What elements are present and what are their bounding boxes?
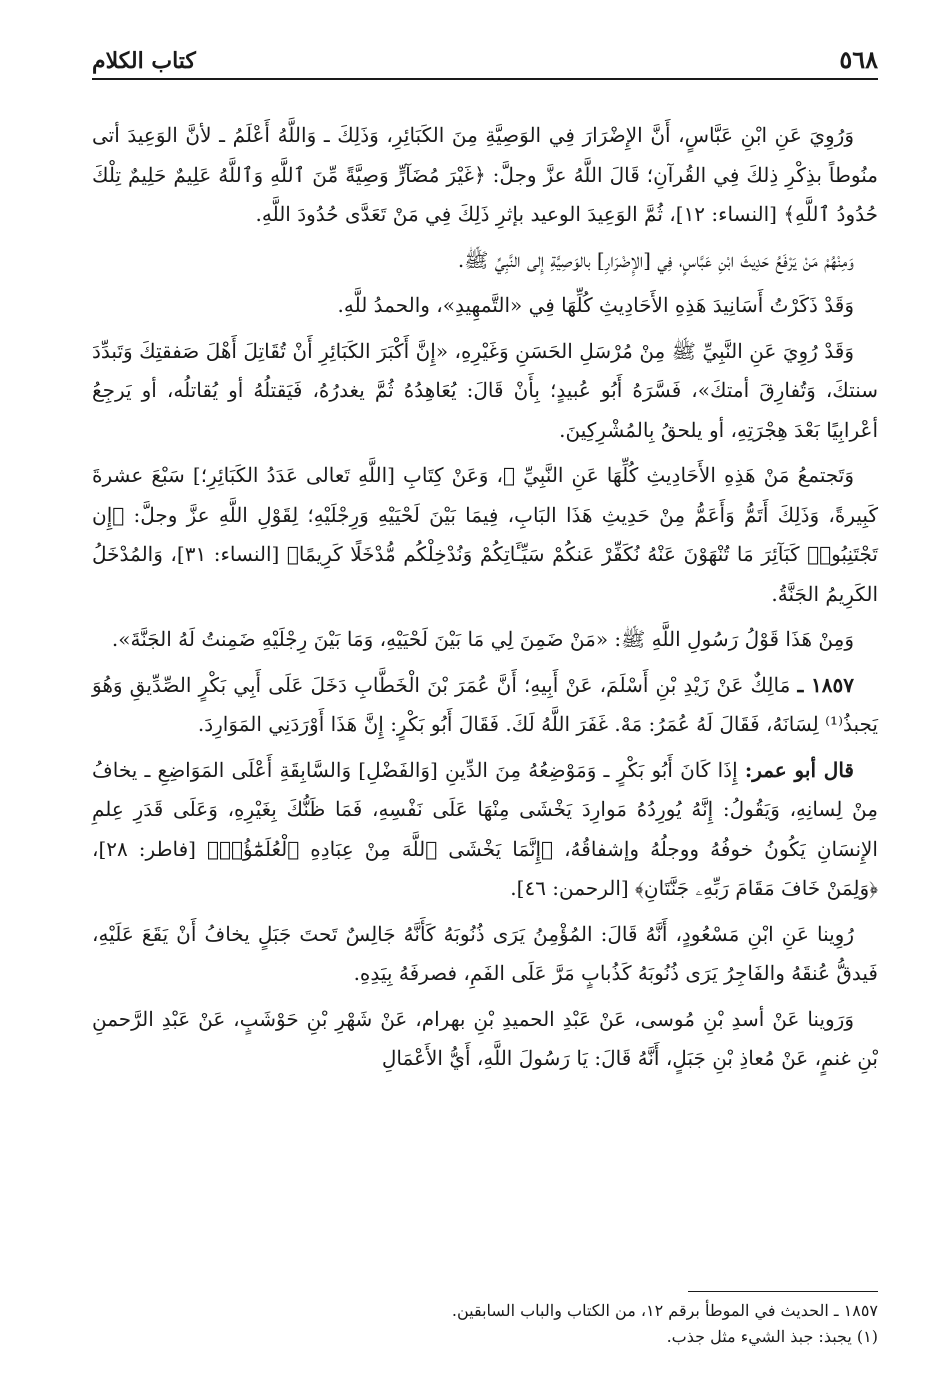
commentary-text: إِذَا كَانَ أَبُو بَكْرٍ ـ وَمَوْضِعُهُ مِنَ الدِّينِ [وَالفَضْلِ] وَالسَّابِقَةِ أَعْلَى المَوَاضِعِ ـ يخافُ مِنْ لِسانِهِ، وَيَقُولُ: إِنَّهُ يُورِدُهُ مَوارِدَ يَخْشَى مِنْهَا عَلَى نَفْسِهِ، فَمَا ظَنُّكَ بِغَيْرِهِ، وَعَلَى قَدَرِ عِلمِ الإِنسَانِ يَكُونُ خوفُهُ ووجلُهُ وإشفاقُهُ، ﴿إِنَّمَا يَخْشَى ٱللَّهَ مِنْ عِبَادِهِ ٱلْعُلَمَٰٓؤُا۟﴾ [فاطر: ٢٨]، ﴿وَلِمَنْ خَافَ مَقَامَ رَبِّهِۦ جَنَّتَانِ﴾ [الرحمن: ٤٦]. [92,757,878,900]
paragraph: وَرُوِيَ عَنِ ابْنِ عَبَّاسٍ، أَنَّ الإِضْرَارَ فِي الوَصِيَّةِ مِنَ الكَبَائِرِ، وَذَلِكَ ـ وَاللَّهُ أَعْلَمُ ـ لأنَّ الوَعِيدَ أتى منُوطاً بذِكْرِ ذِلكَ فِي القُرآنِ؛ قَالَ اللَّهُ عزَّ وجلَّ: ﴿غَيْرَ مُضَآرٍّ وَصِيَّةً مِّنَ ٱللَّهِ وَٱللَّهُ عَلِيمٌ حَلِيمٌ تِلْكَ حُدُودُ ٱللَّهِ﴾ [النساء: ١٢]، ثُمَّ الوَعِيدَ الوعيد بإثرِ ذَلِكَ فِي مَنْ تَعَدَّى حُدُودَ اللَّهِ. [92,123,878,226]
page-body [92,116,878,1079]
paragraph: وَرَوينا عَنْ أسدِ بْنِ مُوسى، عَنْ عَبْدِ الحميدِ بْنِ بهرام، عَنْ شَهْرِ بْنِ حَوْشَبٍ، عَنْ عَبْدِ الرَّحمنِ بْنِ غنمٍ، عَنْ مُعاذِ بْنِ جَبَلٍ، أَنَّهُ قَالَ: يَا رَسُولَ اللَّهِ، أَيُّ الأَعْمَالِ [92,1006,878,1070]
hadith-paragraph [92,666,878,745]
commentary-paragraph [92,751,878,909]
page-header [92,40,878,80]
footnote-divider [688,1291,878,1292]
paragraph: وَمِنْ هَذَا قَوْلُ رَسُولِ اللَّهِ ﷺ: «مَنْ ضَمِنَ لِي مَا بَيْنَ لَحْيَيْهِ، وَمَا بَيْنَ رِجْلَيْهِ ضَمِنتُ لَهُ الجَنَّةَ». [111,627,854,651]
paragraph: وَقَدْ ذَكَرْتُ أَسَانِيدَ هَذِهِ الأَحَادِيثِ كُلِّهَا فِي «التَّمهِيدِ»، والحمدُ للَّهِ. [337,293,854,317]
paragraph: وَمِنْهُمْ مَنْ يَرْفَعُ حَدِيثَ ابْنِ عَبَّاسٍ، فِي [الإِضْرَارِ] بالوَصِيَّةِ إِلى النَّبِيِّ ﷺ. [457,247,854,272]
hadith-text: مَالِكٌ عَنْ زَيْدِ بْنِ أَسْلَمَ، عَنْ أَبِيهِ؛ أَنَّ عُمَرَ بْنَ الْخَطَّابِ دَخَلَ عَلَى أَبِي بَكْرٍ الصِّدِّيقِ وَهُوَ يَجبذُ⁽¹⁾ لِسَانَهُ، فَقَالَ لَهُ عُمَرُ: مَهْ. غَفَرَ اللَّهُ لَكَ. فَقَالَ أَبُو بَكْرٍ: إِنَّ هَذَا أَوْرَدَنِي المَوَارِدَ. [92,672,878,736]
paragraph: رُوِينا عَنِ ابْنِ مَسْعُودٍ، أَنَّهُ قَالَ: المُؤْمِنُ يَرَى ذُنُوبَهُ كَأَنَّهُ جَالِسٌ تَحتَ جَبَلٍ يخافُ أَنْ يَقَعَ عَلَيْهِ، فَيدقُّ عُنقَهُ والفَاجِرُ يَرَى ذُنُوبَهُ كَذُبابٍ مَرَّ عَلَى الفَمِ، فصرفَهُ بِيَدِهِ. [92,921,878,985]
footnote: ١٨٥٧ ـ الحديث في الموطأ برقم ١٢، من الكتاب والباب السابقين. [451,1301,878,1320]
footnote: (١) يجبذ: جبذ الشيء مثل جذب. [666,1327,878,1346]
commentary-label: قال أبو عمر: [744,757,854,782]
paragraph: وَتَجتمعُ مَنْ هَذِهِ الأَحَادِيثِ كُلِّهَا عَنِ النَّبِيِّ ﷺ، وَعَنْ كِتَابِ [اللَّهِ تَعالى عَدَدُ الكَبَائِرِ؛] سَبْعَ عشرةَ كَبِيرةً، وَذَلِكَ أَتَمُّ وَأَعَمُّ مِنْ حَدِيثِ هَذَا البَابِ، فِيمَا بَيْنَ لَحْيَيْهِ وَرِجْلَيْهِ؛ لِقَوْلِ اللَّهِ عزَّ وجلَّ: ﴿إِن تَجْتَنِبُوا۟ كَبَآئِرَ مَا تُنْهَوْنَ عَنْهُ نُكَفِّرْ عَنكُمْ سَيِّـَٔاتِكُمْ وَنُدْخِلْكُم مُّدْخَلًا كَرِيمًا﴾ [النساء: ٣١]، وَالمُدْخَلُ الكَرِيمُ الجَنَّةُ. [92,463,878,606]
book-page [92,40,878,1366]
footnotes [92,1291,878,1350]
page-number: ٥٦٨ [839,45,878,74]
book-title: كتاب الكلام [92,48,196,74]
paragraph: وَقَدْ رُوِيَ عَنِ النَّبِيِّ ﷺ مِنْ مُرْسَلِ الحَسَنِ وَغَيْرِهِ، «إِنَّ أَكْبَرَ الكَبَائِرِ أَنْ تُقَاتِلَ أَهْلَ صَفقتِكَ وَتَبدِّدَ سنتكَ، وَتُفارِقَ أمتكَ»، فَسَّرَهُ أَبُو عُبيدٍ؛ بِأَنْ قَالَ: يُعَاهِدُهُ ثُمَّ يغدرُهُ، فَيَقتلُهُ أو يُقاتلُه، أو يَرجِعُ أعْرابِيًا بَعْدَ هِجْرَتِهِ، أو يلحقُ بِالمُشْرِكِينَ. [92,338,878,442]
hadith-number: ١٨٥٧ ـ [797,672,854,697]
